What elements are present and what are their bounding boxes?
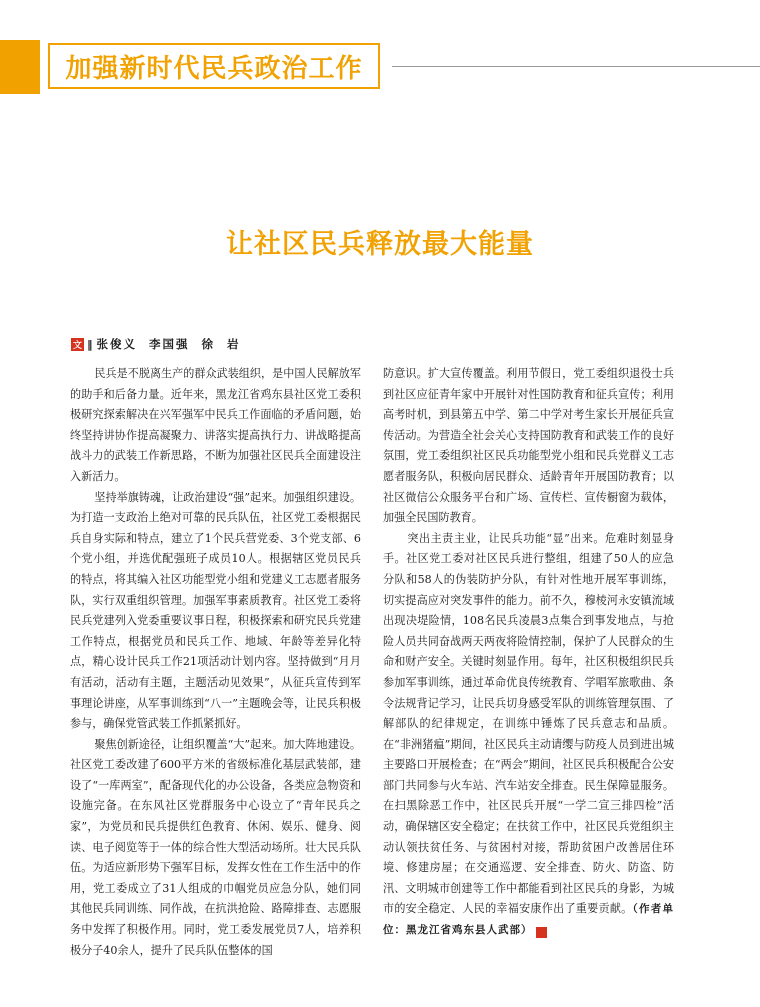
paragraph: 聚焦创新途径，让组织覆盖“大”起来。加大阵地建设。社区党工委改建了600平方米的省级标准化基层武装部，建设了“一库两室”，配备现代化的办公设备，各类应急物资和设施完备。在东风社区党群服务中心设立了“青年民兵之家”，为党员和民兵提供红色教育、休闲、娱乐、健身、阅读、电子阅览等于一体的综合性大型活动场所。壮大民兵队伍。为适应新形势下强军目标，发挥女性在工作生活中的作用，党工委成立了31人组成的巾帼党员应急分队，她们同其他民兵同训练、同作战，在抗洪抢险、路障排查、志愿服务中发挥了积极作用。同时，党工委发展党员7人，培养积极分子40余人，提升了民兵队伍整体的国 — [70, 737, 361, 957]
paragraph: 防意识。扩大宣传覆盖。利用节假日，党工委组织退役士兵到社区应征青年家中开展针对性国防教育和征兵宣传；利用高考时机，到县第五中学、第二中学对考生家长开展征兵宣传活动。为营造全社会关心支持国防教育和武装工作的良好氛围，党工委组织社区民兵功能型党小组和民兵党群义工志愿者服务队，积极向居民群众、适龄青年开展国防教育；以社区微信公众服务平台和广场、宣传栏、宣传橱窗为载体，加强全民国防教育。 — [383, 367, 674, 525]
byline-separator: ‖ — [87, 337, 93, 351]
section-title: 加强新时代民兵政治工作 — [65, 53, 363, 84]
byline-authors: 张俊义 李国强 徐 岩 — [96, 337, 241, 351]
header-divider — [392, 66, 760, 67]
end-mark-icon: G — [536, 927, 547, 938]
wen-badge-icon: 文 — [71, 338, 84, 351]
paragraph — [383, 529, 674, 941]
author-note: （作者单位：黑龙江省鸡东县人武部） — [383, 903, 674, 937]
article-title: 让社区民兵释放最大能量 — [226, 229, 534, 260]
paragraph: 民兵是不脱离生产的群众武装组织，是中国人民解放军的助手和后备力量。近年来，黑龙江省鸡东县社区党工委积极研究探索解决在兴军强军中民兵工作面临的矛盾问题，始终坚持讲协作提高凝聚力、讲落实提高执行力、讲战略提高战斗力的武装工作新思路，不断为加强社区民兵全面建设注入新活力。 — [70, 367, 361, 483]
paragraph-text: 突出主责主业，让民兵功能“显”出来。危难时刻显身手。社区党工委对社区民兵进行整组，组建了50人的应急分队和58人的伪装防护分队，有针对性地开展军事训练，切实提高应对突发事件的能力。前不久，穆棱河永安镇流域出现决堤险情，108名民兵凌晨3点集合到事发地点，与抢险人员共同奋战两天两夜将险情控制，保护了人民群众的生命和财产安全。关键时刻显作用。每年，社区积极组织民兵参加军事训练，通过革命优良传统教育、学唱军旅歌曲、条令法规背记学习，让民兵切身感受军队的训练管理氛围、了解部队的纪律规定，在训练中锤炼了民兵意志和品质。在“非洲猪瘟”期间，社区民兵主动请缨与防疫人员到进出城主要路口开展检查；在“两会”期间，社区民兵积极配合公安部门共同参与火车站、汽车站安全排查。民生保障显服务。在扫黑除恶工作中，社区民兵开展“一学二宣三排四检”活动，确保辖区安全稳定；在扶贫工作中，社区民兵党组织主动认领扶贫任务、与贫困村对接，帮助贫困户改善居住环境、修建房屋；在交通巡逻、安全排查、防火、防盗、防汛、文明城市创建等工作中都能看到社区民兵的身影，为城市的安全稳定、人民的幸福安康作出了重要贡献。 — [383, 531, 674, 916]
section-header-box — [48, 43, 380, 89]
byline — [71, 335, 241, 353]
right-column — [383, 364, 674, 941]
paragraph: 坚持举旗铸魂，让政治建设“强”起来。加强组织建设。为打造一支政治上绝对可靠的民兵队伍，社区党工委根据民兵自身实际和特点，建立了1个民兵营党委、3个党支部、6个党小组，并选优配强班子成员10人。根据辖区党员民兵的特点，将其编入社区功能型党小组和党建义工志愿者服务队，实行双重组织管理。加强军事素质教育。社区党工委将民兵党建列入党委重要议事日程，积极探索和研究民兵党建工作特点，根据党员和民兵工作、地域、年龄等差异化特点，精心设计民兵工作21项活动计划内容。坚持做到“月月有活动，活动有主题，主题活动见效果”，从征兵宣传到军事理论讲座，从军事训练到“八一”主题晚会等，让民兵积极参与，确保党管武装工作抓紧抓好。 — [70, 490, 361, 731]
section-accent-bar — [0, 40, 40, 94]
left-column — [70, 364, 361, 961]
